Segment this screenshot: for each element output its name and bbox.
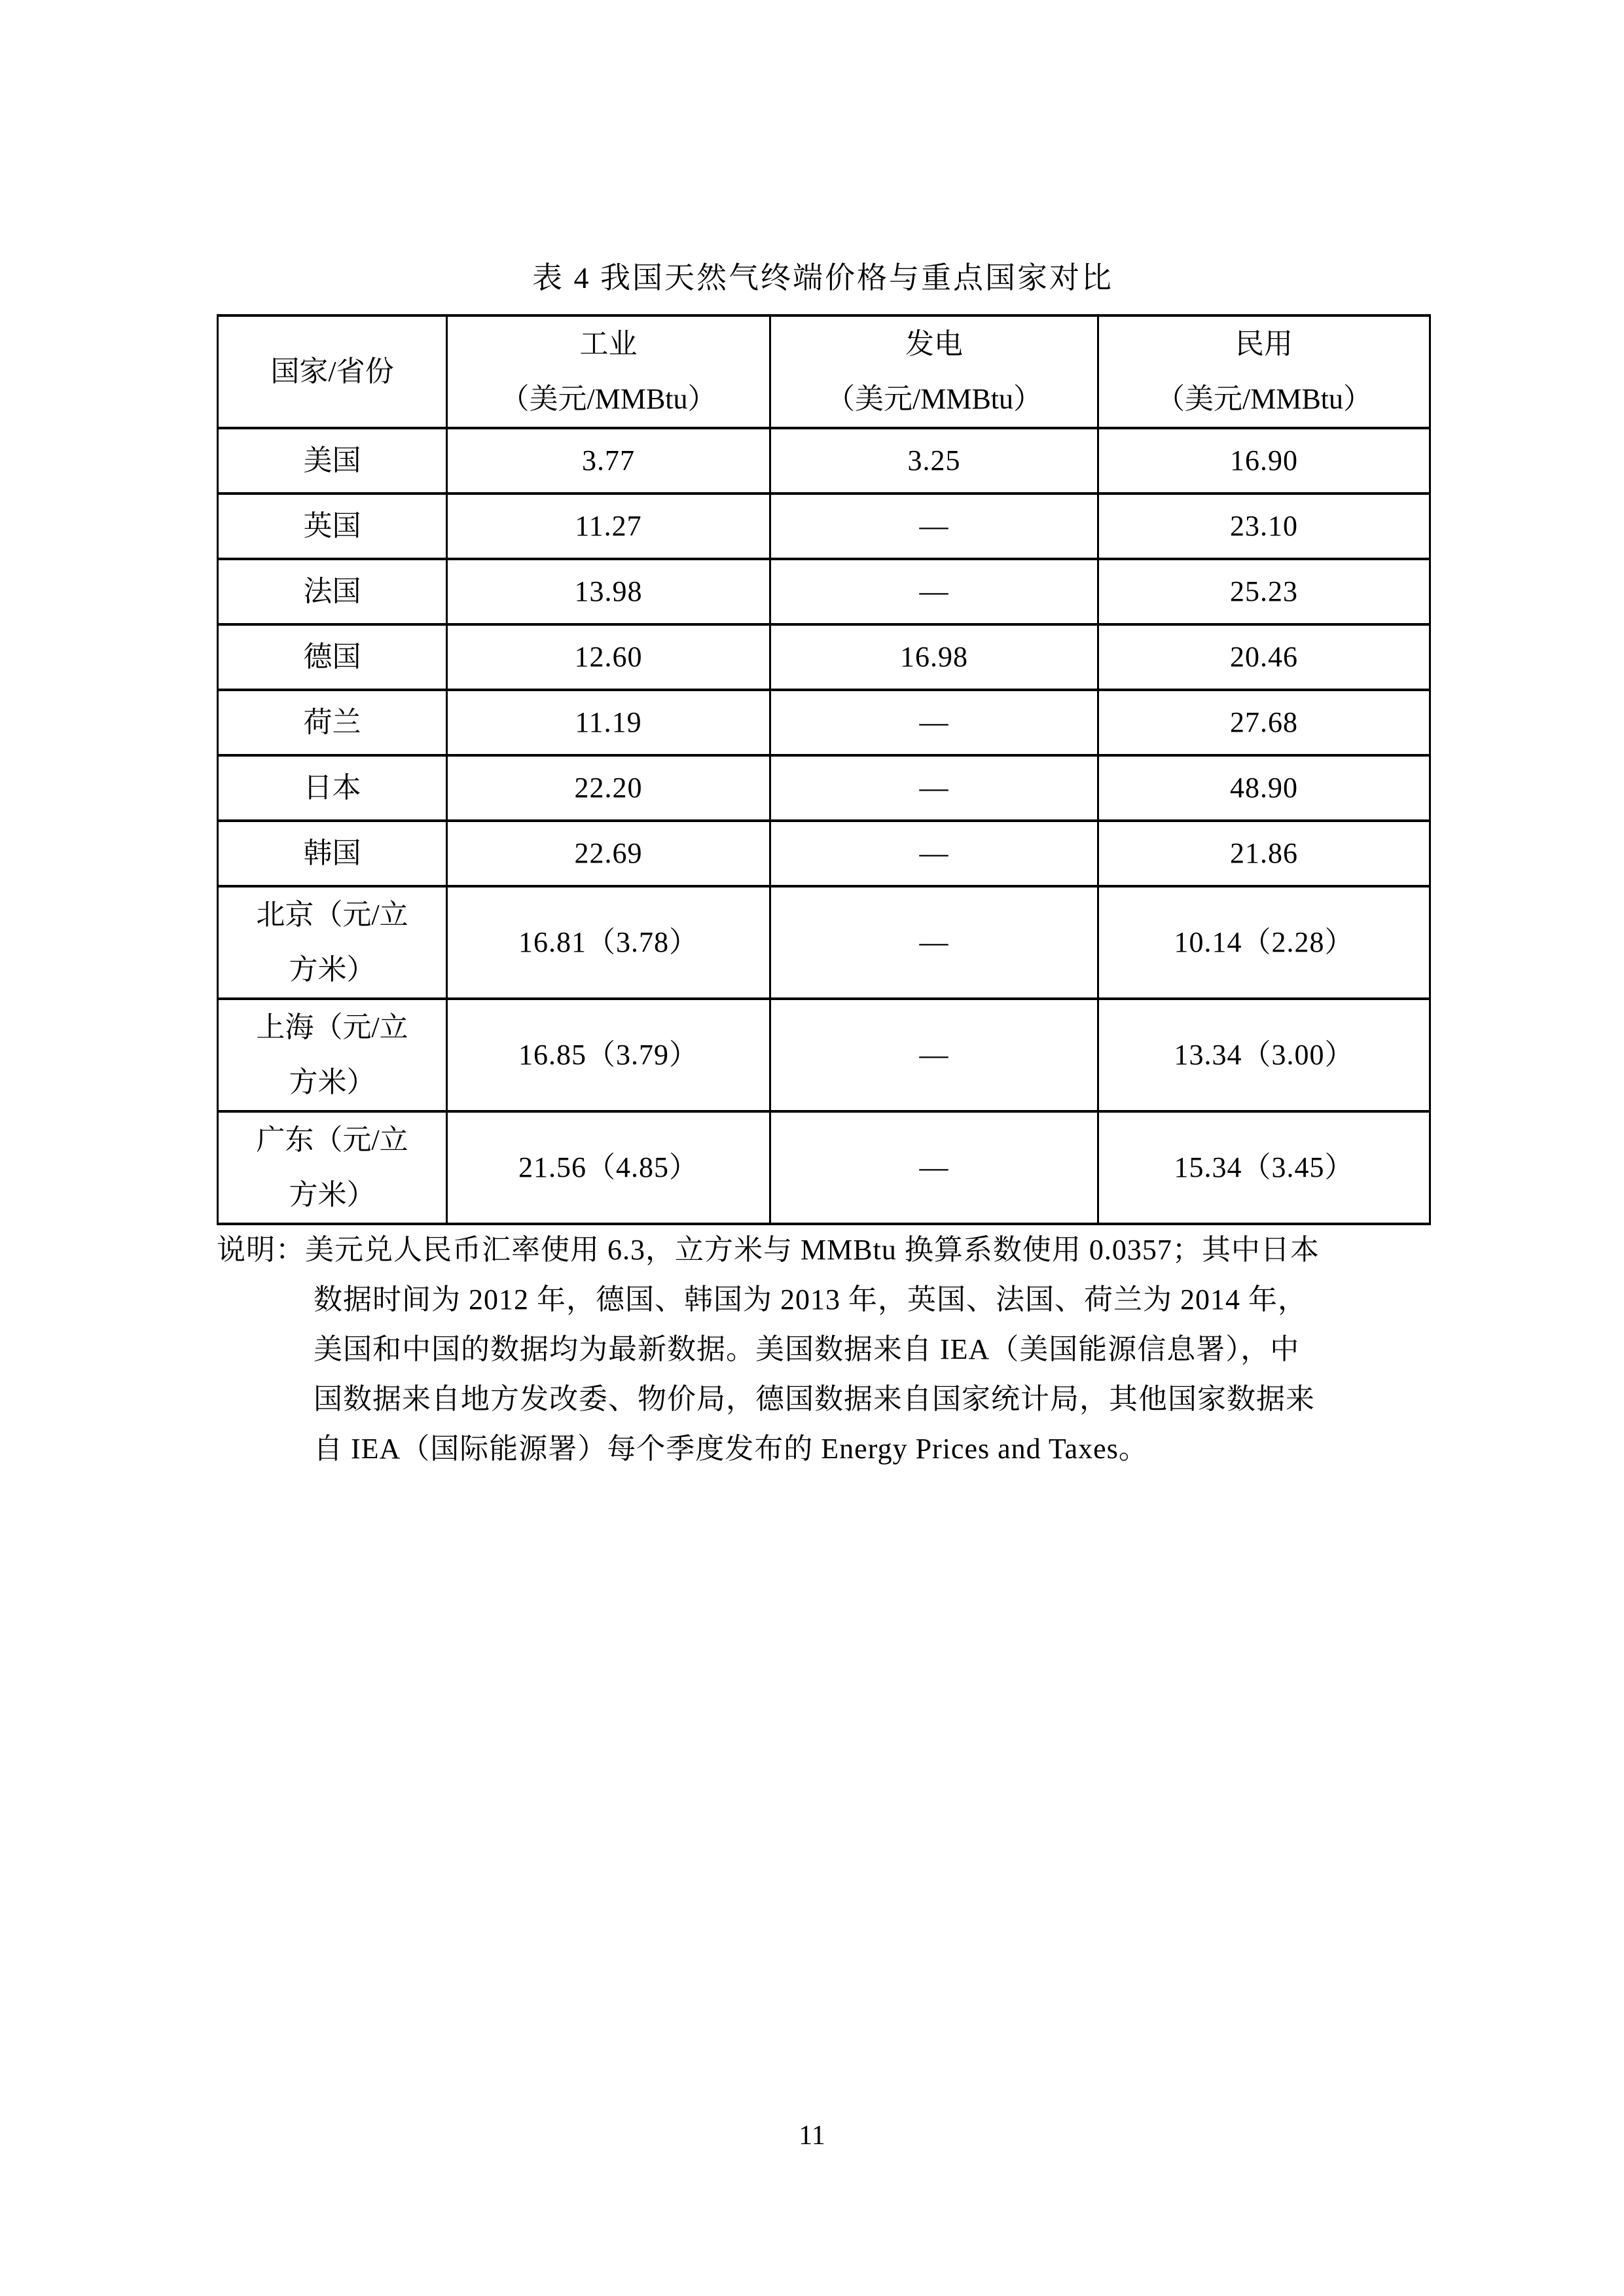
column-header-residential-unit: （美元/MMBtu） <box>1155 383 1373 415</box>
industry-value: 11.27 <box>447 493 770 559</box>
column-header-power <box>770 315 1098 428</box>
table-row <box>218 886 1430 999</box>
table-row <box>218 690 1430 755</box>
power-value: — <box>770 999 1098 1111</box>
power-value: — <box>770 1111 1098 1224</box>
table-row <box>218 755 1430 821</box>
table-row <box>218 821 1430 886</box>
row-label: 上海（元/立方米） <box>218 999 447 1111</box>
column-header-industry-unit: （美元/MMBtu） <box>500 383 717 415</box>
table-row <box>218 428 1430 493</box>
industry-value: 16.85（3.79） <box>447 999 770 1111</box>
column-header-power-label: 发电 <box>905 328 963 360</box>
column-header-region-label: 国家/省份 <box>270 355 394 387</box>
column-header-power-unit: （美元/MMBtu） <box>825 383 1043 415</box>
industry-value: 16.81（3.78） <box>447 886 770 999</box>
row-label: 美国 <box>218 428 447 493</box>
column-header-residential <box>1098 315 1430 428</box>
page-number: 11 <box>799 2121 825 2151</box>
power-value: 16.98 <box>770 624 1098 690</box>
residential-value: 20.46 <box>1098 624 1430 690</box>
row-label: 法国 <box>218 559 447 624</box>
column-header-residential-label: 民用 <box>1235 328 1293 360</box>
table-title: 表 4 我国天然气终端价格与重点国家对比 <box>532 261 1113 295</box>
row-label: 日本 <box>218 755 447 821</box>
residential-value: 16.90 <box>1098 428 1430 493</box>
industry-value: 13.98 <box>447 559 770 624</box>
gas-price-table <box>217 314 1431 1225</box>
power-value: — <box>770 690 1098 755</box>
residential-value: 23.10 <box>1098 493 1430 559</box>
row-label: 广东（元/立方米） <box>218 1111 447 1224</box>
residential-value: 48.90 <box>1098 755 1430 821</box>
residential-value: 10.14（2.28） <box>1098 886 1430 999</box>
residential-value: 13.34（3.00） <box>1098 999 1430 1111</box>
row-label: 英国 <box>218 493 447 559</box>
table-row <box>218 999 1430 1111</box>
industry-value: 3.77 <box>447 428 770 493</box>
industry-value: 21.56（4.85） <box>447 1111 770 1224</box>
power-value: 3.25 <box>770 428 1098 493</box>
power-value: — <box>770 821 1098 886</box>
residential-value: 21.86 <box>1098 821 1430 886</box>
residential-value: 27.68 <box>1098 690 1430 755</box>
row-label: 韩国 <box>218 821 447 886</box>
table-row <box>218 493 1430 559</box>
note-line: 美国和中国的数据均为最新数据。美国数据来自 IEA（美国能源信息署），中 <box>314 1333 1300 1365</box>
column-header-industry-label: 工业 <box>579 328 638 360</box>
industry-value: 11.19 <box>447 690 770 755</box>
power-value: — <box>770 886 1098 999</box>
note-line: 说明：美元兑人民币汇率使用 6.3，立方米与 MMBtu 换算系数使用 0.0357；其中日本 <box>217 1234 1320 1266</box>
table-row <box>218 1111 1430 1224</box>
power-value: — <box>770 559 1098 624</box>
row-label: 北京（元/立方米） <box>218 886 447 999</box>
row-label: 荷兰 <box>218 690 447 755</box>
industry-value: 12.60 <box>447 624 770 690</box>
table-row <box>218 559 1430 624</box>
row-label: 德国 <box>218 624 447 690</box>
column-header-region <box>218 315 447 428</box>
table-row <box>218 624 1430 690</box>
note-line: 数据时间为 2012 年，德国、韩国为 2013 年，英国、法国、荷兰为 2014 年， <box>314 1283 1307 1316</box>
table-header-row <box>218 315 1430 428</box>
note-line: 自 IEA（国际能源署）每个季度发布的 Energy Prices and Taxes。 <box>314 1433 1148 1465</box>
residential-value: 25.23 <box>1098 559 1430 624</box>
power-value: — <box>770 755 1098 821</box>
note-line: 国数据来自地方发改委、物价局，德国数据来自国家统计局，其他国家数据来 <box>314 1383 1315 1415</box>
column-header-industry <box>447 315 770 428</box>
residential-value: 15.34（3.45） <box>1098 1111 1430 1224</box>
power-value: — <box>770 493 1098 559</box>
industry-value: 22.20 <box>447 755 770 821</box>
industry-value: 22.69 <box>447 821 770 886</box>
table-note <box>217 1225 1441 1474</box>
